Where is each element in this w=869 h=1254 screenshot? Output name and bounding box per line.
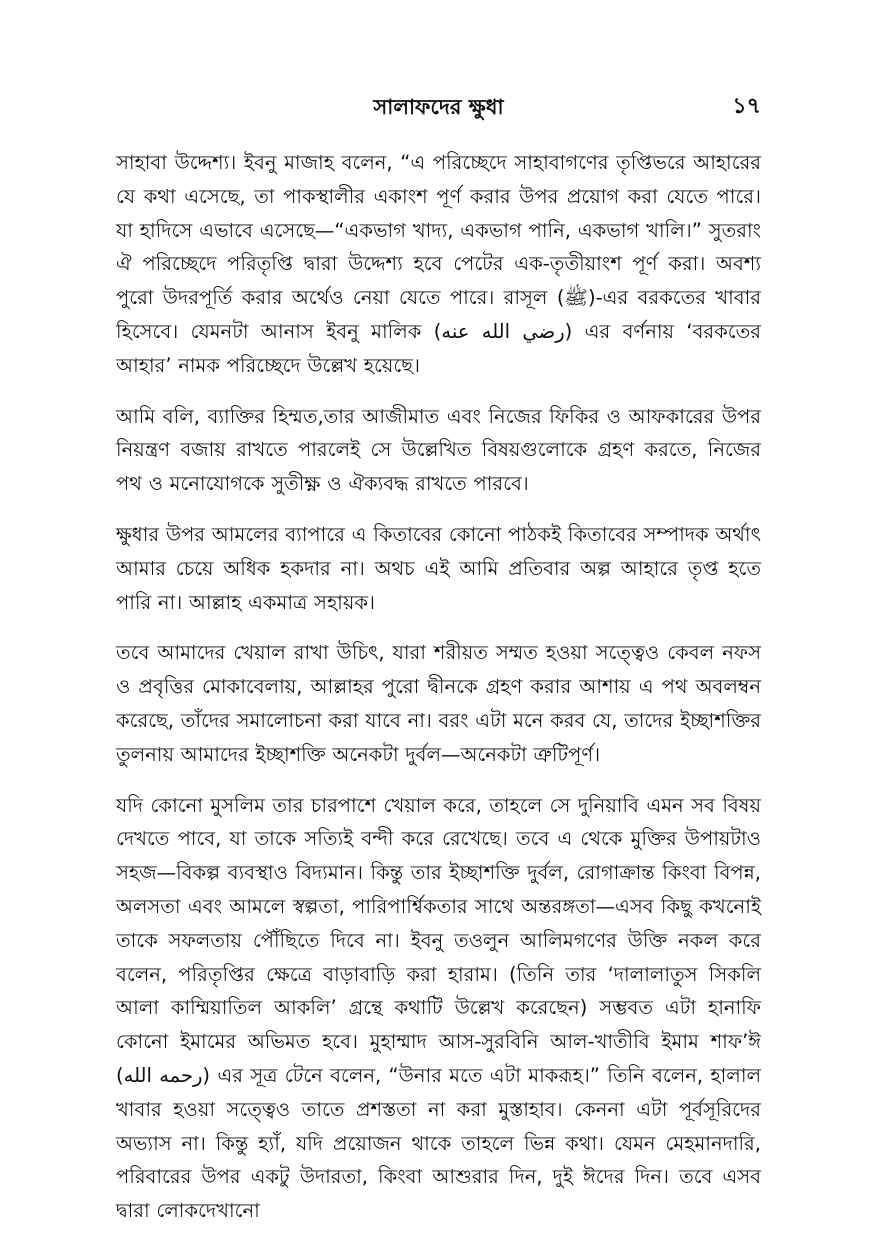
- paragraph: ক্ষুধার উপর আমলের ব্যাপারে এ কিতাবের কোনো পাঠকই কিতাবের সম্পাদক অর্থাৎ আমার চেয়ে অধিক হকদার না। অথচ এই আমি প্রতিবার অল্প আহারে তৃপ্ত হতে পারি না। আল্লাহ একমাত্র সহায়ক।: [116, 522, 761, 614]
- page-number: ১৭: [732, 94, 761, 119]
- paragraph: সাহাবা উদ্দেশ্য। ইবনু মাজাহ বলেন, “এ পরিচ্ছেদে সাহাবাগণের তৃপ্তিভরে আহারের যে কথা এসেছে, তা পাকস্থালীর একাংশ পূর্ণ করার উপর প্রয়োগ করা যেতে পারে। যা হাদিসে এভাবে এসেছে—“একভাগ খাদ্য, একভাগ পানি, একভাগ খালি।” সুতরাং ঐ পরিচ্ছেদে পরিতৃপ্তি দ্বারা উদ্দেশ্য হবে পেটের এক-তৃতীয়াংশ পূর্ণ করা। অবশ্য পুরো উদরপূর্তি করার অর্থেও নেয়া যেতে পারে। রাসূল (ﷺ)-এর বরকতের খাবার হিসেবে। যেমনটা আনাস ইবনু মালিক (رضي الله عنه) এর বর্ণনায় ‘বরকতের আহার’ নামক পরিচ্ছেদে উল্লেখ হয়েছে।: [116, 151, 761, 377]
- paragraph: তবে আমাদের খেয়াল রাখা উচিৎ, যারা শরীয়ত সম্মত হওয়া সত্ত্বেও কেবল নফস ও প্রবৃত্তির মোকাবেলায়, আল্লাহর পুরো দ্বীনকে গ্রহণ করার আশায় এ পথ অবলম্বন করেছে, তাঁদের সমালোচনা করা যাবে না। বরং এটা মনে করব যে, তাদের ইচ্ছাশক্তির তুলনায় আমাদের ইচ্ছাশক্তি অনেকটা দুর্বল—অনেকটা ত্রুটিপূর্ণ।: [116, 641, 761, 766]
- body-text: [116, 146, 761, 1245]
- running-title: সালাফদের ক্ষুধা: [373, 95, 504, 119]
- paragraph: যদি কোনো মুসলিম তার চারপাশে খেয়াল করে, তাহলে সে দুনিয়াবি এমন সব বিষয় দেখতে পাবে, যা তাকে সত্যিই বন্দী করে রেখেছে। তবে এ থেকে মুক্তির উপায়টাও সহজ—বিকল্প ব্যবস্থাও বিদ্যমান। কিন্তু তার ইচ্ছাশক্তি দুর্বল, রোগাক্রান্ত কিংবা বিপন্ন, অলসতা এবং আমলে স্বল্পতা, পারিপার্শ্বিকতার সাথে অন্তরঙ্গতা—এসব কিছু কখনোই তাকে সফলতায় পৌঁছিতে দিবে না। ইবনু তওলুন আলিমগণের উক্তি নকল করে বলেন, পরিতৃপ্তির ক্ষেত্রে বাড়াবাড়ি করা হারাম। (তিনি তার ‘দালালাতুস সিকলি আলা কাম্মিয়াতিল আকলি’ গ্রন্থে কথাটি উল্লেখ করেছেন) সম্ভবত এটা হানাফি কোনো ইমামের অভিমত হবে। মুহাম্মাদ আস-সুরবিনি আল-খাতীবি ইমাম শাফ’ঈ (رحمه الله) এর সূত্র টেনে বলেন, “উনার মতে এটা মাকরূহ।” তিনি বলেন, হালাল খাবার হওয়া সত্ত্বেও তাতে প্রশস্ততা না করা মুস্তাহাব। কেননা এটা পূর্বসূরিদের অভ্যাস না। কিন্তু হ্যাঁ, যদি প্রয়োজন থাকে তাহলে ভিন্ন কথা। যেমন মেহমানদারি, পরিবারের উপর একটু উদারতা, কিংবা আশুরার দিন, দুই ঈদের দিন। তবে এসব দ্বারা লোকদেখানো: [116, 793, 762, 1223]
- page-header: [116, 92, 761, 128]
- paragraph: আমি বলি, ব্যাক্তির হিম্মত,তার আজীমাত এবং নিজের ফিকির ও আফকারের উপর নিয়ন্ত্রণ বজায় রাখতে পারলেই সে উল্লেখিত বিষয়গুলোকে গ্রহণ করতে, নিজের পথ ও মনোযোগকে সুতীক্ষ্ণ ও ঐক্যবদ্ধ রাখতে পারবে।: [116, 404, 761, 496]
